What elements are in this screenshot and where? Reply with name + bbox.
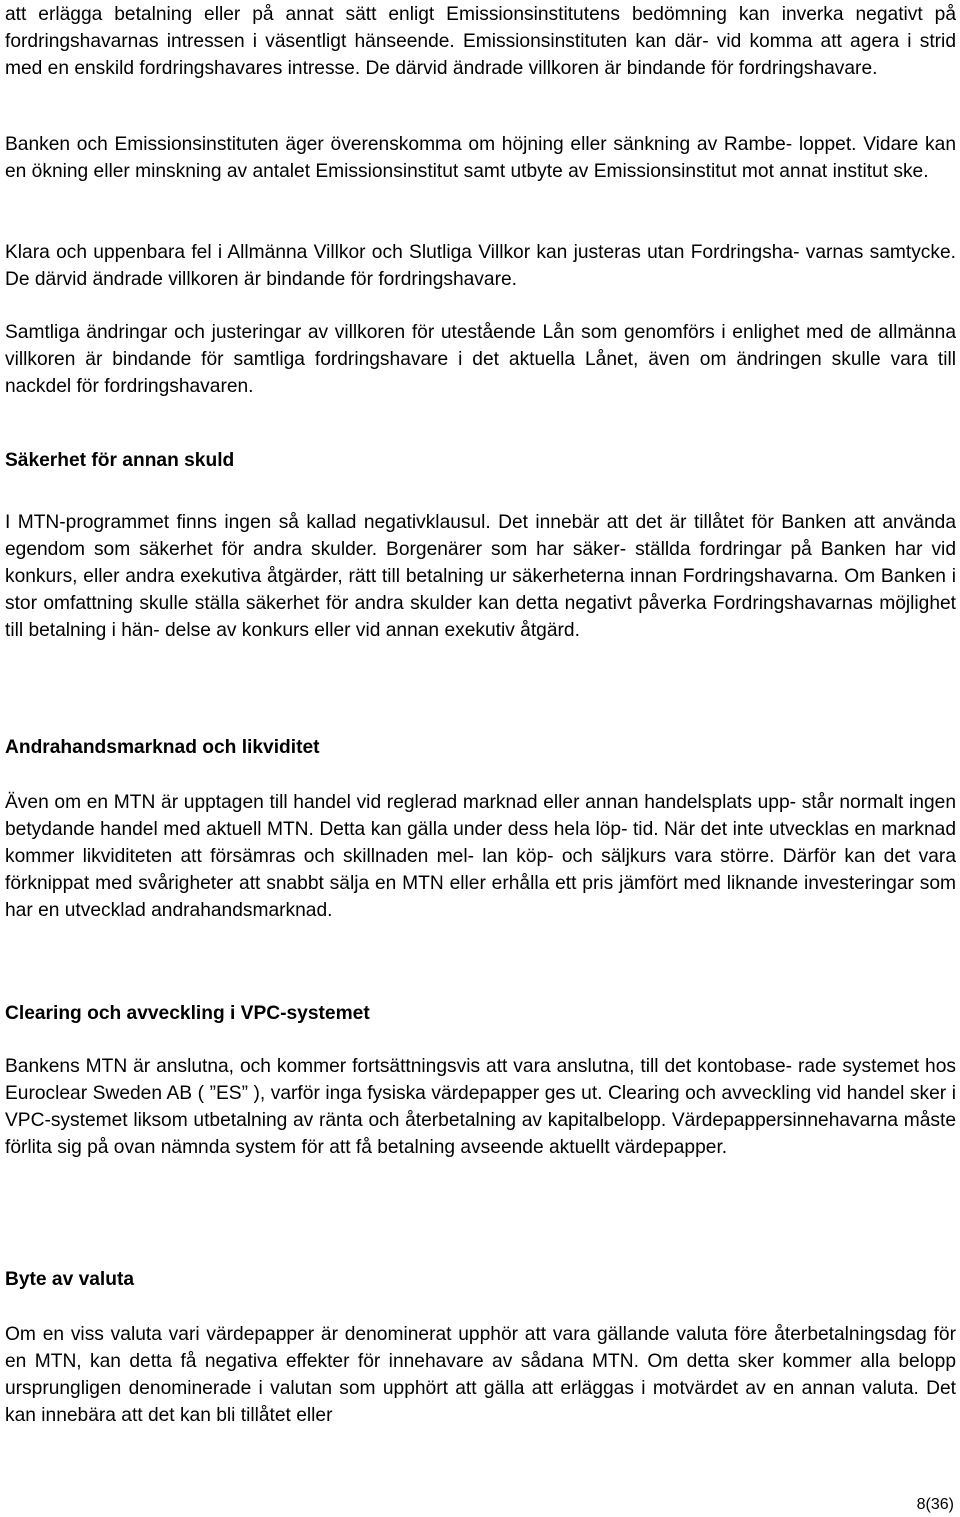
heading-security-other-debt: Säkerhet för annan skuld [5,450,235,471]
paragraph-amendment-consequences: att erlägga betalning eller på annat sätt enligt Emissionsinstitutens bedömning kan inverka negativt på fordringshavarnas intressen i väsentligt hänseende. Emissionsinstituten kan där- vid komma att agera i strid med en enskild fordringshavares intresse. De därvid ändrade villkoren är bindande för fordringshavare. [5,4,956,79]
heading-currency-change: Byte av valuta [5,1269,135,1290]
paragraph-negative-pledge: I MTN-programmet finns ingen så kallad negativklausul. Det innebär att det är tillåtet för Banken att använda egendom som säkerhet för andra skulder. Borgenärer som har säker- ställda fordringar på Banken har vid konkurs, eller andra exekutiva åtgärder, rätt till betalning ur säkerheterna innan Fordringshavarna. Om Banken i stor omfattning skulle ställa säkerhet för andra skulder kan detta negativt påverka Fordringshavarnas möjlighet till betalning i hän- delse av konkurs eller vid annan exekutiv åtgärd. [5,512,956,641]
paragraph-all-changes-binding: Samtliga ändringar och justeringar av villkoren för utestående Lån som genomförs i enlighet med de allmänna villkoren är bindande för samtliga fordringshavare i det aktuella Lånet, även om ändringen skulle vara till nackdel för fordringshavaren. [5,322,956,397]
heading-secondary-market: Andrahandsmarknad och likviditet [5,737,320,758]
page-number: 8(36) [916,1496,954,1513]
paragraph-currency: Om en viss valuta vari värdepapper är denominerat upphör att vara gällande valuta före återbetalningsdag för en MTN, kan detta få negativa effekter för innehavare av sådana MTN. Om detta sker kommer alla belopp ursprungligen denominerade i valutan som upphört att gälla att erläggas i motvärdet av en annan valuta. Det kan innebära att det kan bli tillåtet eller [5,1324,956,1426]
paragraph-liquidity: Även om en MTN är upptagen till handel vid reglerad marknad eller annan handelsplats upp- står normalt ingen betydande handel med aktuell MTN. Detta kan gälla under dess hela löp- tid. När det inte utvecklas en marknad kommer likviditeten att försämras och skillnaden mel- lan köp- och säljkurs vara större. Därför kan det vara förknippat med svårigheter att snabbt sälja en MTN eller erhålla ett pris jämfört med liknande investeringar som har en utvecklad andrahandsmarknad. [5,792,956,921]
paragraph-clearing: Bankens MTN är anslutna, och kommer fortsättningsvis att vara anslutna, till det kontobase- rade systemet hos Euroclear Sweden AB ( ”ES” ), varför inga fysiska värdepapper ges ut. Clearing och avveckling vid handel sker i VPC-systemet liksom utbetalning av ränta och återbetalning av kapitalbelopp. Värdepappersinnehavarna måste förlita sig på ovan nämnda system för att få betalning avseende aktuellt värdepapper. [5,1056,956,1158]
paragraph-obvious-errors: Klara och uppenbara fel i Allmänna Villkor och Slutliga Villkor kan justeras utan Fordringsha- varnas samtycke. De därvid ändrade villkoren är bindande för fordringshavare. [5,242,956,290]
paragraph-frame-amount: Banken och Emissionsinstituten äger överenskomma om höjning eller sänkning av Rambe- loppet. Vidare kan en ökning eller minskning av antalet Emissionsinstitut samt utbyte av Emissionsinstitut mot annat institut ske. [5,134,956,182]
heading-clearing-settlement: Clearing och avveckling i VPC-systemet [5,1003,370,1024]
